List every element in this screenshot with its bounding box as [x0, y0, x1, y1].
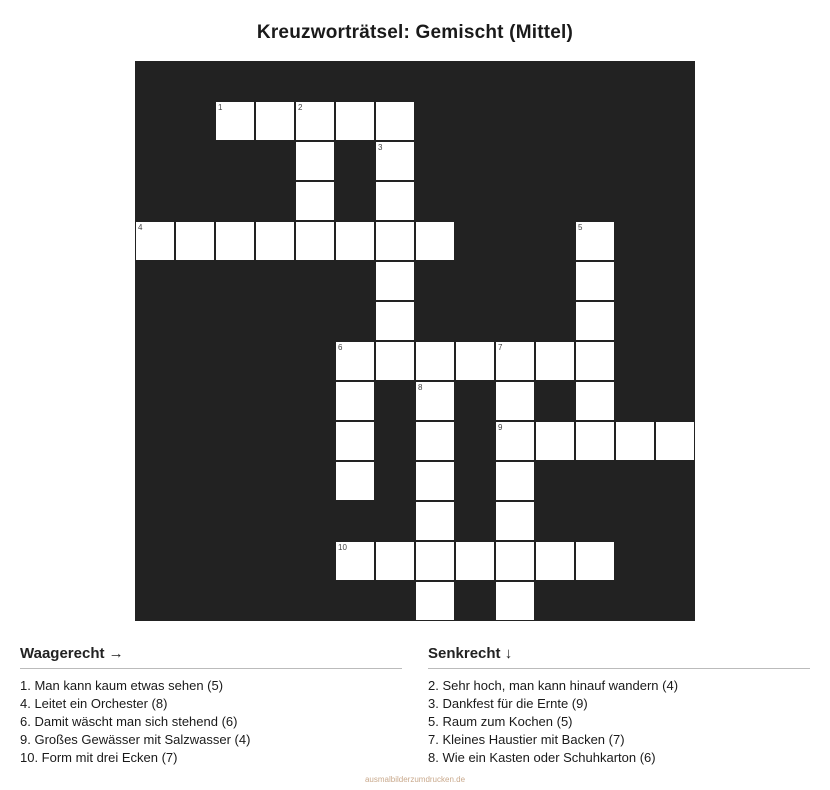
- grid-cell-open[interactable]: [415, 461, 455, 501]
- grid-cell-open[interactable]: [255, 101, 295, 141]
- grid-cell-block: [455, 261, 495, 301]
- grid-cell-block: [655, 501, 695, 541]
- grid-cell-block: [175, 101, 215, 141]
- across-clue-item: 1. Man kann kaum etwas sehen (5): [20, 678, 224, 693]
- grid-cell-block: [175, 381, 215, 421]
- grid-cell-block: [215, 541, 255, 581]
- grid-cell-block: [215, 141, 255, 181]
- grid-cell-open[interactable]: [335, 101, 375, 141]
- grid-cell-block: [615, 461, 655, 501]
- grid-cell-block: [175, 141, 215, 181]
- grid-cell-block: [335, 581, 375, 621]
- grid-cell-block: [335, 301, 375, 341]
- grid-cell-block: [255, 141, 295, 181]
- across-clue-item: 9. Großes Gewässer mit Salzwasser (4): [20, 732, 251, 747]
- grid-cell-block: [455, 301, 495, 341]
- grid-cell-open[interactable]: [415, 381, 455, 421]
- grid-cell-open[interactable]: [495, 501, 535, 541]
- grid-cell-open[interactable]: [495, 461, 535, 501]
- grid-cell-block: [215, 581, 255, 621]
- grid-cell-open[interactable]: [375, 181, 415, 221]
- grid-cell-open[interactable]: [255, 221, 295, 261]
- grid-cell-block: [375, 581, 415, 621]
- grid-cell-open[interactable]: [375, 221, 415, 261]
- grid-cell-block: [495, 101, 535, 141]
- grid-cell-open[interactable]: [335, 421, 375, 461]
- grid-cell-number: 8: [418, 383, 423, 392]
- grid-cell-open[interactable]: [375, 341, 415, 381]
- page-title: Kreuzworträtsel: Gemischt (Mittel): [256, 22, 574, 43]
- down-column: [428, 645, 810, 767]
- grid-cell-block: [135, 141, 175, 181]
- grid-cell-block: [415, 301, 455, 341]
- grid-cell-block: [255, 501, 295, 541]
- grid-cell-block: [575, 61, 615, 101]
- crossword-grid-wrapper: [0, 61, 830, 621]
- grid-cell-block: [175, 261, 215, 301]
- grid-cell-block: [655, 61, 695, 101]
- grid-cell-block: [535, 301, 575, 341]
- grid-cell-block: [215, 61, 255, 101]
- grid-cell-block: [535, 261, 575, 301]
- across-column: [20, 645, 402, 767]
- grid-cell-block: [175, 541, 215, 581]
- grid-cell-number: 7: [498, 343, 503, 352]
- grid-cell-open[interactable]: [295, 221, 335, 261]
- grid-cell-block: [255, 61, 295, 101]
- grid-cell-block: [495, 301, 535, 341]
- grid-cell-block: [295, 341, 335, 381]
- grid-cell-number: 4: [138, 223, 143, 232]
- grid-cell-open[interactable]: [135, 221, 175, 261]
- grid-cell-block: [375, 381, 415, 421]
- grid-cell-block: [175, 341, 215, 381]
- grid-cell-open[interactable]: [295, 141, 335, 181]
- grid-cell-open[interactable]: [415, 341, 455, 381]
- grid-cell-block: [495, 261, 535, 301]
- grid-cell-block: [535, 581, 575, 621]
- across-heading: Waagerecht →: [20, 645, 402, 669]
- grid-cell-block: [135, 461, 175, 501]
- grid-cell-block: [415, 61, 455, 101]
- grid-cell-open[interactable]: [415, 421, 455, 461]
- grid-cell-block: [655, 221, 695, 261]
- crossword-grid[interactable]: [135, 61, 695, 621]
- grid-cell-open[interactable]: [575, 541, 615, 581]
- grid-cell-open[interactable]: [335, 461, 375, 501]
- grid-cell-open[interactable]: [375, 101, 415, 141]
- grid-cell-block: [535, 221, 575, 261]
- grid-cell-block: [655, 581, 695, 621]
- grid-cell-open[interactable]: [575, 261, 615, 301]
- grid-cell-block: [455, 421, 495, 461]
- grid-cell-block: [615, 581, 655, 621]
- grid-cell-block: [215, 421, 255, 461]
- down-clue-item: 2. Sehr hoch, man kann hinauf wandern (4): [428, 678, 679, 693]
- grid-cell-open[interactable]: [495, 581, 535, 621]
- grid-cell-open[interactable]: [295, 181, 335, 221]
- grid-cell-block: [535, 141, 575, 181]
- grid-cell-open[interactable]: [535, 341, 575, 381]
- grid-cell-open[interactable]: [455, 341, 495, 381]
- grid-cell-block: [295, 581, 335, 621]
- grid-cell-block: [255, 301, 295, 341]
- grid-cell-block: [175, 421, 215, 461]
- grid-cell-open[interactable]: [575, 421, 615, 461]
- grid-cell-open[interactable]: [415, 501, 455, 541]
- grid-cell-block: [215, 381, 255, 421]
- grid-cell-block: [575, 181, 615, 221]
- grid-cell-block: [535, 101, 575, 141]
- grid-cell-block: [655, 541, 695, 581]
- grid-cell-block: [335, 261, 375, 301]
- grid-cell-block: [495, 221, 535, 261]
- grid-cell-block: [295, 421, 335, 461]
- grid-cell-block: [655, 461, 695, 501]
- grid-cell-open[interactable]: [575, 301, 615, 341]
- grid-cell-open[interactable]: [375, 261, 415, 301]
- grid-cell-block: [655, 141, 695, 181]
- grid-cell-block: [255, 421, 295, 461]
- down-clue-item: 5. Raum zum Kochen (5): [428, 714, 573, 729]
- grid-cell-block: [655, 381, 695, 421]
- grid-cell-block: [615, 381, 655, 421]
- grid-cell-block: [135, 341, 175, 381]
- grid-cell-block: [295, 61, 335, 101]
- grid-cell-block: [575, 501, 615, 541]
- grid-cell-block: [575, 461, 615, 501]
- grid-cell-block: [135, 101, 175, 141]
- grid-cell-block: [415, 141, 455, 181]
- down-clue-item: 8. Wie ein Kasten oder Schuhkarton (6): [428, 750, 656, 765]
- grid-cell-block: [375, 501, 415, 541]
- grid-cell-block: [415, 101, 455, 141]
- grid-cell-block: [455, 461, 495, 501]
- grid-cell-number: 3: [378, 143, 383, 152]
- grid-cell-block: [495, 61, 535, 101]
- grid-cell-open[interactable]: [575, 341, 615, 381]
- grid-cell-block: [175, 501, 215, 541]
- grid-cell-block: [255, 461, 295, 501]
- grid-cell-block: [655, 341, 695, 381]
- grid-cell-open[interactable]: [335, 341, 375, 381]
- grid-cell-open[interactable]: [375, 141, 415, 181]
- grid-cell-block: [255, 381, 295, 421]
- grid-cell-block: [215, 461, 255, 501]
- grid-cell-block: [215, 301, 255, 341]
- grid-cell-block: [255, 581, 295, 621]
- grid-cell-block: [255, 541, 295, 581]
- grid-cell-block: [175, 461, 215, 501]
- grid-cell-block: [375, 461, 415, 501]
- grid-cell-block: [615, 101, 655, 141]
- grid-cell-block: [455, 381, 495, 421]
- grid-cell-open[interactable]: [375, 541, 415, 581]
- grid-cell-block: [135, 61, 175, 101]
- grid-cell-block: [175, 61, 215, 101]
- grid-cell-block: [415, 261, 455, 301]
- grid-cell-block: [295, 541, 335, 581]
- grid-cell-block: [615, 141, 655, 181]
- grid-cell-block: [135, 501, 175, 541]
- grid-cell-block: [455, 501, 495, 541]
- clues-section: [20, 645, 810, 767]
- grid-cell-block: [535, 501, 575, 541]
- grid-cell-block: [655, 101, 695, 141]
- grid-cell-open[interactable]: [455, 541, 495, 581]
- grid-cell-open[interactable]: [535, 421, 575, 461]
- grid-cell-block: [375, 61, 415, 101]
- grid-cell-block: [175, 181, 215, 221]
- grid-cell-number: 10: [338, 543, 347, 552]
- grid-cell-block: [335, 181, 375, 221]
- grid-cell-open[interactable]: [495, 421, 535, 461]
- grid-cell-block: [615, 501, 655, 541]
- grid-cell-open[interactable]: [295, 101, 335, 141]
- grid-cell-number: 1: [218, 103, 223, 112]
- grid-cell-block: [455, 141, 495, 181]
- grid-cell-block: [135, 301, 175, 341]
- grid-cell-block: [615, 301, 655, 341]
- grid-cell-open[interactable]: [175, 221, 215, 261]
- grid-cell-block: [495, 181, 535, 221]
- across-clue-list: [20, 677, 402, 767]
- grid-cell-block: [535, 181, 575, 221]
- grid-cell-block: [375, 421, 415, 461]
- grid-cell-block: [495, 141, 535, 181]
- grid-cell-block: [295, 301, 335, 341]
- grid-cell-block: [655, 301, 695, 341]
- grid-cell-block: [175, 581, 215, 621]
- across-clue-item: 10. Form mit drei Ecken (7): [20, 750, 178, 765]
- grid-cell-block: [655, 261, 695, 301]
- grid-cell-open[interactable]: [215, 101, 255, 141]
- grid-cell-block: [455, 181, 495, 221]
- footer-watermark: ausmalbilderzumdrucken.de: [364, 775, 466, 784]
- down-clue-item: 3. Dankfest für die Ernte (9): [428, 696, 588, 711]
- grid-cell-block: [135, 541, 175, 581]
- grid-cell-open[interactable]: [375, 301, 415, 341]
- grid-cell-open[interactable]: [535, 541, 575, 581]
- grid-cell-block: [215, 261, 255, 301]
- down-clue-item: 7. Kleines Haustier mit Backen (7): [428, 732, 625, 747]
- grid-cell-open[interactable]: [575, 381, 615, 421]
- grid-cell-block: [215, 501, 255, 541]
- grid-cell-block: [615, 541, 655, 581]
- grid-cell-block: [135, 421, 175, 461]
- grid-cell-open[interactable]: [415, 581, 455, 621]
- grid-cell-block: [135, 261, 175, 301]
- grid-cell-block: [615, 261, 655, 301]
- grid-cell-number: 9: [498, 423, 503, 432]
- grid-cell-block: [255, 181, 295, 221]
- grid-cell-open[interactable]: [495, 381, 535, 421]
- grid-cell-block: [295, 461, 335, 501]
- grid-cell-block: [535, 61, 575, 101]
- grid-cell-block: [415, 181, 455, 221]
- grid-cell-block: [575, 101, 615, 141]
- grid-cell-block: [575, 141, 615, 181]
- grid-cell-block: [255, 261, 295, 301]
- grid-cell-open[interactable]: [415, 221, 455, 261]
- grid-cell-block: [215, 341, 255, 381]
- across-clue-item: 6. Damit wäscht man sich stehend (6): [20, 714, 238, 729]
- grid-cell-block: [575, 581, 615, 621]
- across-clue-item: 4. Leitet ein Orchester (8): [20, 696, 168, 711]
- grid-cell-number: 2: [298, 103, 303, 112]
- grid-cell-block: [295, 261, 335, 301]
- grid-cell-block: [135, 181, 175, 221]
- grid-cell-number: 5: [578, 223, 583, 232]
- grid-cell-block: [335, 61, 375, 101]
- grid-cell-open[interactable]: [615, 421, 655, 461]
- grid-cell-block: [615, 221, 655, 261]
- grid-cell-open[interactable]: [335, 541, 375, 581]
- grid-cell-block: [455, 61, 495, 101]
- grid-cell-open[interactable]: [495, 541, 535, 581]
- grid-cell-number: 6: [338, 343, 343, 352]
- grid-cell-block: [455, 221, 495, 261]
- grid-cell-open[interactable]: [655, 421, 695, 461]
- grid-cell-open[interactable]: [215, 221, 255, 261]
- grid-cell-open[interactable]: [575, 221, 615, 261]
- down-clue-list: [428, 677, 810, 767]
- grid-cell-open[interactable]: [335, 221, 375, 261]
- grid-cell-block: [295, 381, 335, 421]
- down-heading: Senkrecht ↓: [428, 645, 810, 669]
- grid-cell-block: [535, 381, 575, 421]
- grid-cell-block: [215, 181, 255, 221]
- grid-cell-block: [135, 381, 175, 421]
- grid-cell-block: [175, 301, 215, 341]
- grid-cell-block: [615, 61, 655, 101]
- grid-cell-block: [655, 181, 695, 221]
- grid-cell-block: [535, 461, 575, 501]
- grid-cell-open[interactable]: [495, 341, 535, 381]
- grid-cell-block: [455, 581, 495, 621]
- grid-cell-block: [255, 341, 295, 381]
- grid-cell-block: [135, 581, 175, 621]
- grid-cell-open[interactable]: [335, 381, 375, 421]
- grid-cell-block: [335, 141, 375, 181]
- grid-cell-block: [615, 181, 655, 221]
- grid-cell-block: [455, 101, 495, 141]
- grid-cell-block: [335, 501, 375, 541]
- grid-cell-block: [295, 501, 335, 541]
- grid-cell-block: [615, 341, 655, 381]
- grid-cell-open[interactable]: [415, 541, 455, 581]
